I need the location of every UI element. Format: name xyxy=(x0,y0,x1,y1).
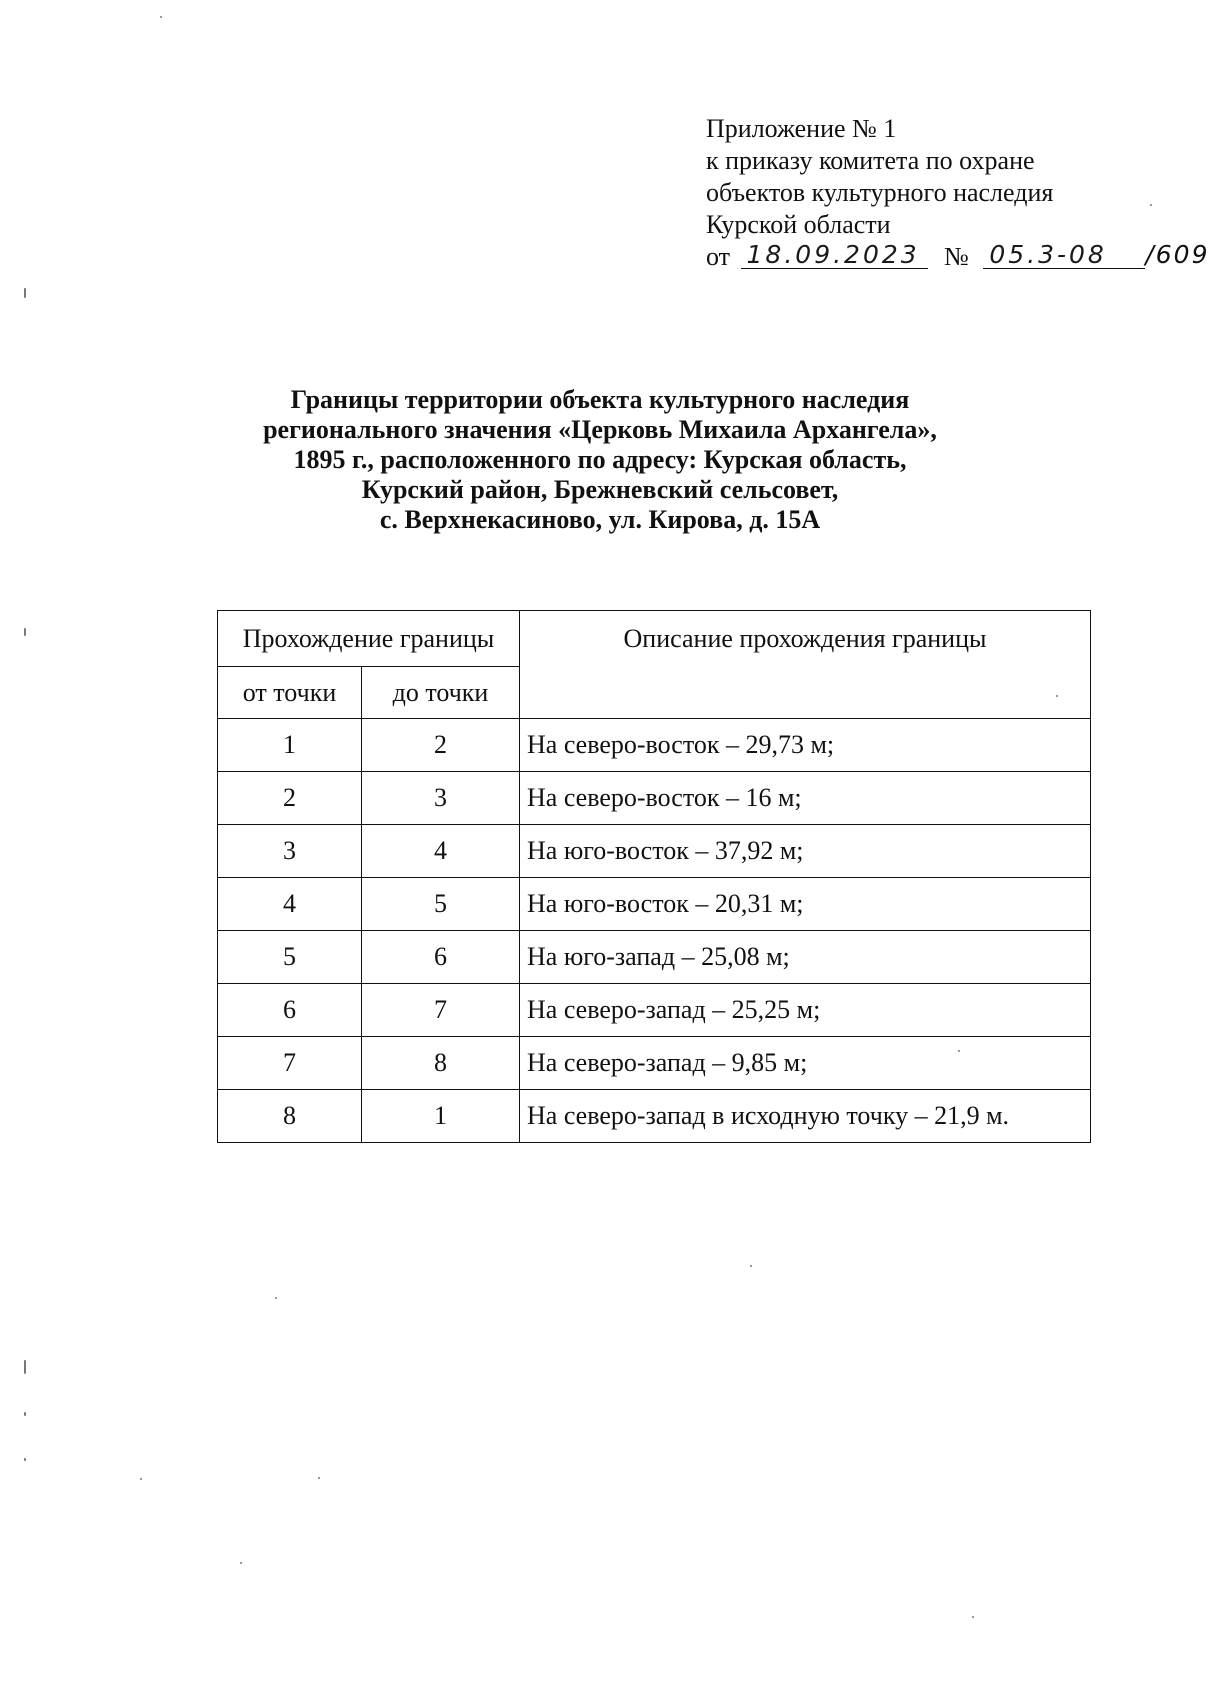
cell-to: 7 xyxy=(362,984,520,1037)
title-line-1: Границы территории объекта культурного наследия xyxy=(290,385,910,414)
cell-description: На северо-восток – 16 м; xyxy=(520,772,1091,825)
cell-from: 1 xyxy=(218,719,362,772)
scan-speck xyxy=(1056,695,1058,697)
scan-speck xyxy=(24,288,26,298)
scan-speck xyxy=(24,1360,26,1374)
handwritten-date: 18.09.2023 xyxy=(741,242,928,269)
cell-to: 5 xyxy=(362,878,520,931)
cell-to: 3 xyxy=(362,772,520,825)
scan-speck xyxy=(318,1477,320,1479)
title-line-3: 1895 г., расположенного по адресу: Курская область, xyxy=(293,445,907,474)
scan-speck xyxy=(24,1458,26,1461)
table-row xyxy=(218,878,1091,931)
title-line-4: Курский район, Брежневский сельсовет, xyxy=(361,475,839,504)
cell-from: 4 xyxy=(218,878,362,931)
header-boundary-passage: Прохождение границы xyxy=(218,611,520,667)
cell-description: На северо-запад – 9,85 м; xyxy=(520,1037,1091,1090)
header-to-point: до точки xyxy=(362,667,520,719)
table-body xyxy=(218,719,1091,1143)
cell-to: 2 xyxy=(362,719,520,772)
table-row xyxy=(218,1037,1091,1090)
cell-description: На юго-восток – 37,92 м; xyxy=(520,825,1091,878)
title-line-2: регионального значения «Церковь Михаила Архангела», xyxy=(263,415,937,444)
table-row xyxy=(218,1090,1091,1143)
scan-speck xyxy=(160,16,162,18)
cell-description: На юго-запад – 25,08 м; xyxy=(520,931,1091,984)
date-prefix: от xyxy=(706,242,731,271)
scan-speck xyxy=(24,628,26,636)
scan-speck xyxy=(140,1478,142,1480)
boundary-table xyxy=(217,610,1091,1143)
cell-from: 3 xyxy=(218,825,362,878)
table-row xyxy=(218,984,1091,1037)
appendix-committee-line: объектов культурного наследия xyxy=(706,178,1054,207)
title-line-5: с. Верхнекасиново, ул. Кирова, д. 15А xyxy=(379,505,821,534)
cell-from: 2 xyxy=(218,772,362,825)
cell-from: 8 xyxy=(218,1090,362,1143)
appendix-number: Приложение № 1 xyxy=(706,114,897,143)
cell-to: 8 xyxy=(362,1037,520,1090)
cell-description: На юго-восток – 20,31 м; xyxy=(520,878,1091,931)
table-row xyxy=(218,825,1091,878)
cell-to: 1 xyxy=(362,1090,520,1143)
header-description: Описание прохождения границы xyxy=(520,611,1091,719)
appendix-date-number-line xyxy=(706,241,1209,273)
appendix-order-line: к приказу комитета по охране xyxy=(706,146,1035,175)
number-prefix: № xyxy=(944,242,969,271)
scan-speck xyxy=(275,1297,277,1299)
scan-speck xyxy=(958,1050,960,1052)
cell-from: 6 xyxy=(218,984,362,1037)
scan-speck xyxy=(24,1412,26,1416)
scan-speck xyxy=(1150,204,1152,206)
cell-description: На северо-запад в исходную точку – 21,9 м. xyxy=(520,1090,1091,1143)
handwritten-number: 05.3-08 xyxy=(983,242,1145,269)
cell-to: 6 xyxy=(362,931,520,984)
cell-from: 5 xyxy=(218,931,362,984)
table-header xyxy=(218,611,1091,719)
appendix-region-line: Курской области xyxy=(706,210,891,239)
table-row xyxy=(218,931,1091,984)
scan-speck xyxy=(240,1562,242,1564)
appendix-block xyxy=(706,113,1209,273)
handwritten-number-tail: /609 xyxy=(1145,240,1209,269)
table-header-row-1 xyxy=(218,611,1091,667)
scan-speck xyxy=(972,1616,974,1618)
cell-description: На северо-запад – 25,25 м; xyxy=(520,984,1091,1037)
table-row xyxy=(218,772,1091,825)
scan-speck xyxy=(750,1265,752,1267)
cell-to: 4 xyxy=(362,825,520,878)
document-title xyxy=(150,385,1050,535)
header-from-point: от точки xyxy=(218,667,362,719)
cell-from: 7 xyxy=(218,1037,362,1090)
cell-description: На северо-восток – 29,73 м; xyxy=(520,719,1091,772)
table-row xyxy=(218,719,1091,772)
